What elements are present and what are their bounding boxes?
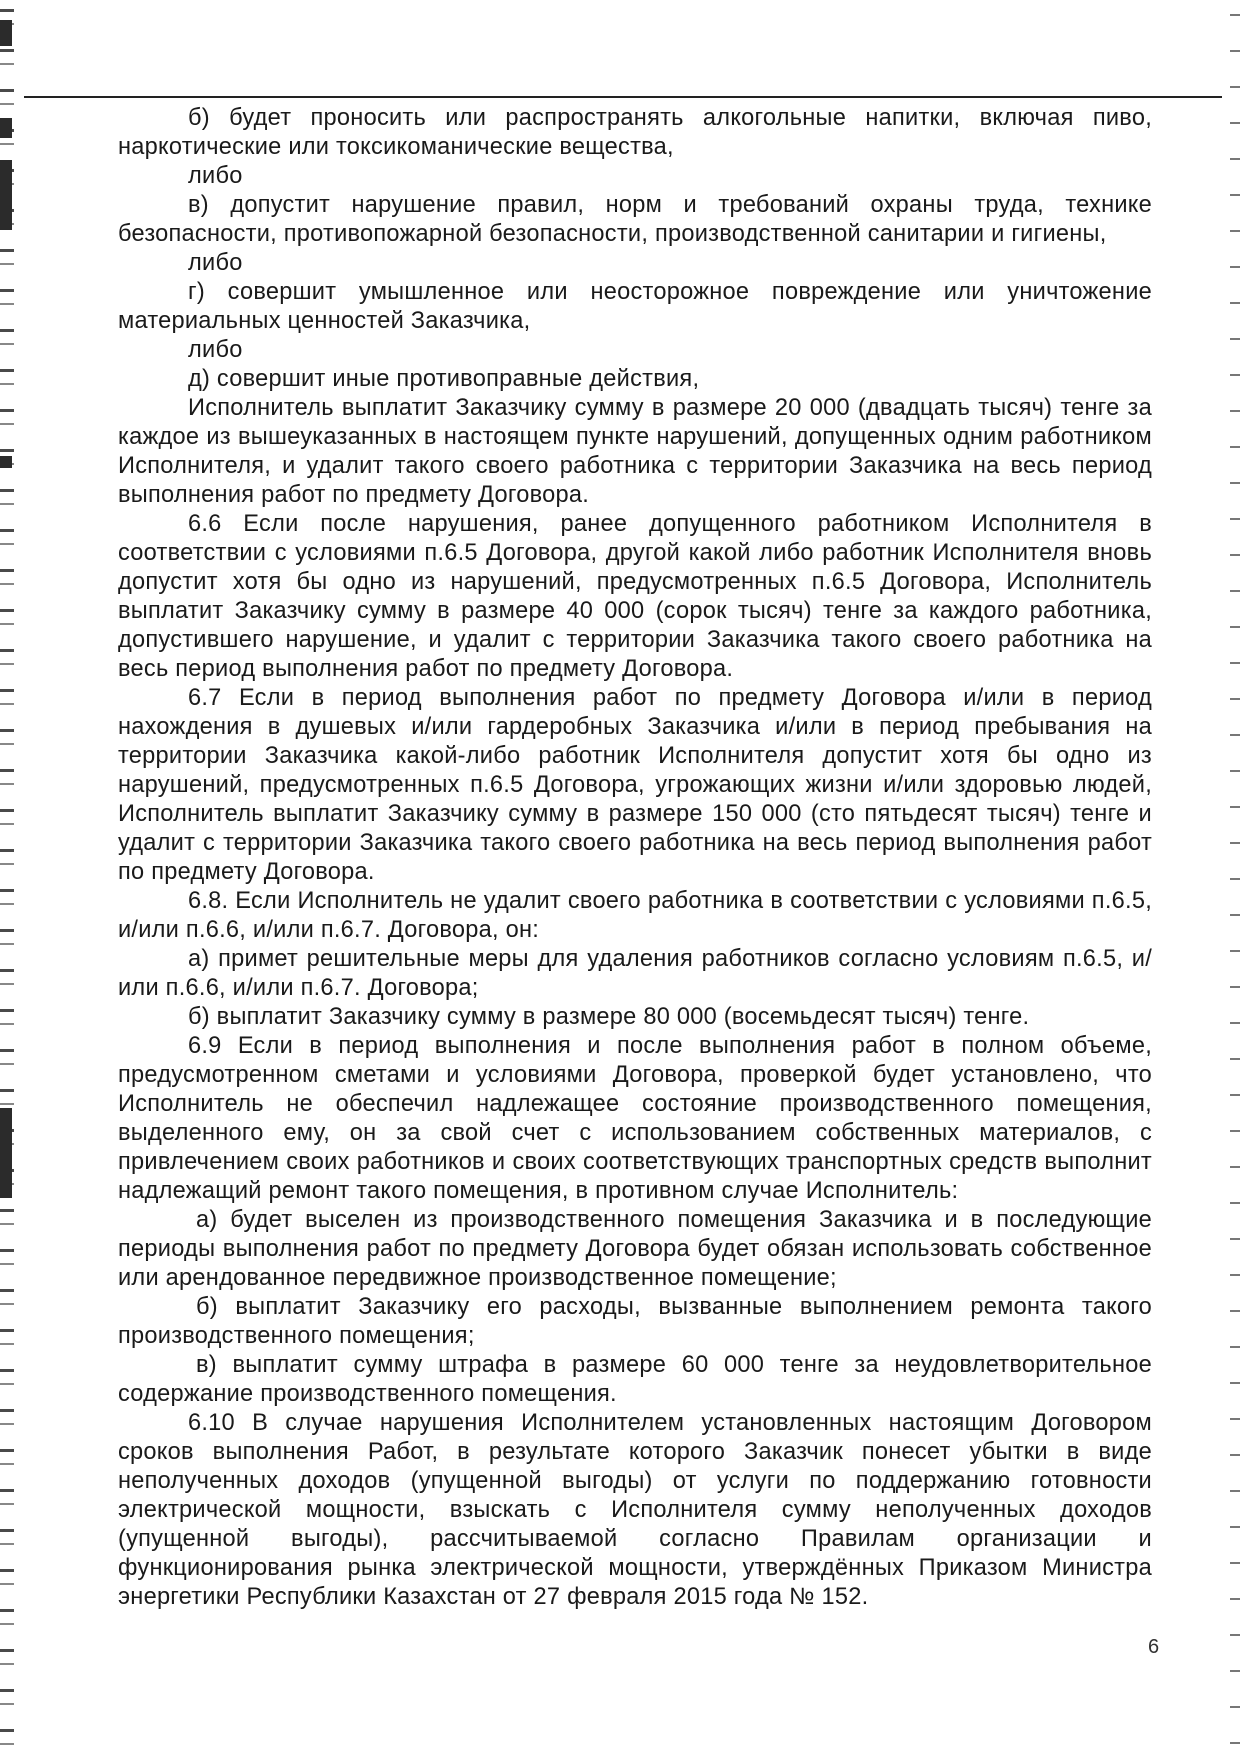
scan-edge-left bbox=[0, 0, 14, 1754]
paragraph-6-5-v: в) допустит нарушение правил, норм и требований охраны труда, технике безопасности, противопожарной безопасности, производственной санитарии и гигиены, bbox=[118, 192, 1152, 247]
page-number: 6 bbox=[1148, 1636, 1160, 1658]
conjunction-libo: либо bbox=[188, 250, 243, 276]
paragraph-6-5-penalty: Исполнитель выплатит Заказчику сумму в размере 20 000 (двадцать тысяч) тенге за каждое из вышеуказанных в настоящем пункте нарушений, допущенных одним работником Исполнителя, и удалит такого своего работника с территории Заказчика на весь период выполнения работ по предмету Договора. bbox=[118, 395, 1152, 508]
clause-6-8: 6.8. Если Исполнитель не удалит своего работника в соответствии с условиями п.6.5, и/или п.6.6, и/или п.6.7. Договора, он: bbox=[118, 888, 1152, 943]
paragraph-6-5-d: д) совершит иные противоправные действия, bbox=[188, 366, 700, 392]
clause-6-9: 6.9 Если в период выполнения и после выполнения работ в полном объеме, предусмотренном сметами и условиями Договора, проверкой будет установлено, что Исполнитель не обеспечил надлежащее состояние производственного помещения, выделенного ему, он за свой счет с использованием собственных материалов, с привлечением своих работников и своих соответствующих транспортных средств выполнит надлежащий ремонт такого помещения, в противном случае Исполнитель: bbox=[118, 1033, 1152, 1204]
clause-6-7: 6.7 Если в период выполнения работ по предмету Договора и/или в период нахождения в душевых и/или гардеробных Заказчика и/или в период пребывания на территории Заказчика какой-либо работник Исполнителя допустит хотя бы одно из нарушений, предусмотренных п.6.5 Договора, угрожающих жизни и/или здоровью людей, Исполнитель выплатит Заказчику сумму в размере 150 000 (сто пятьдесят тысяч) тенге и удалит с территории Заказчика такого своего работника на весь период выполнения работ по предмету Договора. bbox=[118, 685, 1152, 885]
top-rule bbox=[24, 96, 1222, 98]
clause-6-10: 6.10 В случае нарушения Исполнителем установленных настоящим Договором сроков выполнения Работ, в результате которого Заказчик понесет убытки в виде неполученных доходов (упущенной выгоды) от услуги по поддержанию готовности электрической мощности, взыскать с Исполнителя сумму неполученных доходов (упущенной выгоды), рассчитываемой согласно Правилам организации и функционирования рынка электрической мощности, утверждённых Приказом Министра энергетики Республики Казахстан от 27 февраля 2015 года № 152. bbox=[118, 1410, 1152, 1610]
clause-6-9-b: б) выплатит Заказчику его расходы, вызванные выполнением ремонта такого производственного помещения; bbox=[118, 1294, 1152, 1349]
paragraph-6-5-g: г) совершит умышленное или неосторожное повреждение или уничтожение материальных ценностей Заказчика, bbox=[118, 279, 1152, 334]
clause-6-9-v: в) выплатит сумму штрафа в размере 60 000 тенге за неудовлетворительное содержание производственного помещения. bbox=[118, 1352, 1152, 1407]
clause-6-8-b: б) выплатит Заказчику сумму в размере 80 000 (восемьдесят тысяч) тенге. bbox=[188, 1004, 1030, 1030]
conjunction-libo: либо bbox=[188, 337, 243, 363]
clause-6-9-a: а) будет выселен из производственного помещения Заказчика и в последующие периоды выполнения работ по предмету Договора будет обязан использовать собственное или арендованное передвижное производственное помещение; bbox=[118, 1207, 1152, 1291]
paragraph-6-5-b: б) будет проносить или распространять алкогольные напитки, включая пиво, наркотические или токсикоманические вещества, bbox=[118, 105, 1152, 160]
scan-edge-right bbox=[1230, 0, 1240, 1754]
clause-6-8-a: а) примет решительные меры для удаления работников согласно условиям п.6.5, и/или п.6.6, и/или п.6.7. Договора; bbox=[118, 946, 1152, 1001]
conjunction-libo: либо bbox=[188, 163, 243, 189]
document-body bbox=[118, 104, 1152, 1612]
clause-6-6: 6.6 Если после нарушения, ранее допущенного работником Исполнителя в соответствии с условиями п.6.5 Договора, другой какой либо работник Исполнителя вновь допустит хотя бы одно из нарушений, предусмотренных п.6.5 Договора, Исполнитель выплатит Заказчику сумму в размере 40 000 (сорок тысяч) тенге за каждого работника, допустившего нарушение, и удалит с территории Заказчика такого своего работника на весь период выполнения работ по предмету Договора. bbox=[118, 511, 1152, 682]
